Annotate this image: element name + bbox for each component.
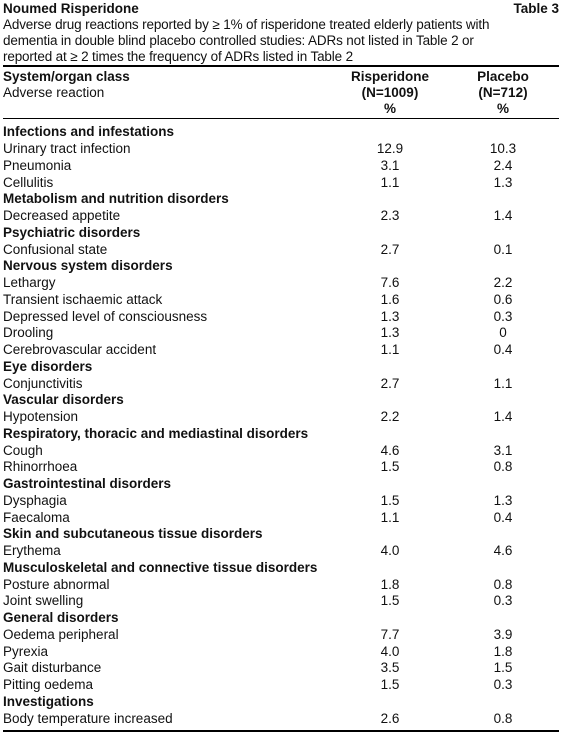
header-system-organ-class: System/organ class xyxy=(3,69,130,84)
table-group-row xyxy=(3,191,559,208)
header-risperidone-unit: % xyxy=(383,101,396,116)
table-row xyxy=(3,375,559,392)
table-group-row xyxy=(3,258,559,275)
table-row xyxy=(3,710,559,727)
system-organ-class: Vascular disorders xyxy=(3,392,124,408)
document-page xyxy=(3,0,559,732)
adverse-reaction: Gait disturbance xyxy=(3,660,102,676)
system-organ-class: Investigations xyxy=(3,693,94,709)
table-group-row xyxy=(3,359,559,376)
table-row xyxy=(3,158,559,175)
table-group-row xyxy=(3,426,559,443)
placebo-percent: 3.1 xyxy=(493,442,513,458)
placebo-percent: 0.8 xyxy=(493,576,513,592)
table-row xyxy=(3,509,559,526)
risperidone-percent: 1.1 xyxy=(380,509,400,525)
adverse-reaction: Conjunctivitis xyxy=(3,375,83,391)
header-placebo-n: (N=712) xyxy=(478,85,528,100)
caption-line: Adverse drug reactions reported by ≥ 1% of risperidone treated elderly patients with xyxy=(3,17,490,32)
placebo-percent: 1.4 xyxy=(493,208,513,224)
adverse-reaction: Lethargy xyxy=(3,275,56,291)
risperidone-percent: 1.5 xyxy=(380,492,400,508)
table-row xyxy=(3,241,559,258)
placebo-percent: 3.9 xyxy=(493,626,513,642)
adverse-reaction: Dysphagia xyxy=(3,492,67,508)
risperidone-percent: 1.8 xyxy=(380,576,400,592)
system-organ-class: Psychiatric disorders xyxy=(3,224,141,240)
risperidone-percent: 4.6 xyxy=(380,442,400,458)
system-organ-class: Eye disorders xyxy=(3,358,93,374)
table-row xyxy=(3,576,559,593)
adverse-reaction: Joint swelling xyxy=(3,593,84,609)
adverse-reaction: Pitting oedema xyxy=(3,677,94,693)
placebo-percent: 1.4 xyxy=(493,409,513,425)
table-row xyxy=(3,643,559,660)
table-row xyxy=(3,208,559,225)
table-row xyxy=(3,677,559,694)
table-group-row xyxy=(3,694,559,711)
placebo-percent: 1.3 xyxy=(493,174,513,190)
table-group-row xyxy=(3,124,559,141)
adverse-reaction: Confusional state xyxy=(3,241,108,257)
placebo-percent: 0.4 xyxy=(493,342,513,358)
placebo-percent: 4.6 xyxy=(493,543,513,559)
system-organ-class: Musculoskeletal and connective tissue disorders xyxy=(3,559,318,575)
placebo-percent: 0.8 xyxy=(493,710,513,726)
adverse-reaction: Transient ischaemic attack xyxy=(3,291,163,307)
placebo-percent: 1.1 xyxy=(493,375,513,391)
table-row xyxy=(3,543,559,560)
title-row xyxy=(3,1,559,17)
table-group-row xyxy=(3,610,559,627)
adverse-reaction: Depressed level of consciousness xyxy=(3,308,208,324)
placebo-percent: 1.5 xyxy=(493,660,513,676)
system-organ-class: Nervous system disorders xyxy=(3,258,173,274)
risperidone-percent: 1.5 xyxy=(380,677,400,693)
table-row xyxy=(3,292,559,309)
placebo-percent: 0.8 xyxy=(493,459,513,475)
table-row xyxy=(3,409,559,426)
risperidone-percent: 4.0 xyxy=(380,643,400,659)
risperidone-percent: 1.5 xyxy=(380,459,400,475)
risperidone-percent: 4.0 xyxy=(380,543,400,559)
risperidone-percent: 2.7 xyxy=(380,375,400,391)
risperidone-percent: 3.5 xyxy=(380,660,400,676)
adverse-reaction: Pyrexia xyxy=(3,643,49,659)
adverse-reaction: Pneumonia xyxy=(3,157,72,173)
risperidone-percent: 12.9 xyxy=(376,141,404,157)
adverse-reaction: Hypotension xyxy=(3,409,79,425)
risperidone-percent: 1.3 xyxy=(380,325,400,341)
table-group-row xyxy=(3,476,559,493)
system-organ-class: Metabolism and nutrition disorders xyxy=(3,191,229,207)
risperidone-percent: 3.1 xyxy=(380,157,400,173)
table-group-row xyxy=(3,225,559,242)
risperidone-percent: 1.1 xyxy=(380,342,400,358)
adverse-reaction: Oedema peripheral xyxy=(3,626,119,642)
risperidone-percent: 7.6 xyxy=(380,275,400,291)
table-group-row xyxy=(3,560,559,577)
adverse-reaction: Drooling xyxy=(3,325,54,341)
system-organ-class: Respiratory, thoracic and mediastinal disorders xyxy=(3,425,309,441)
risperidone-percent: 1.6 xyxy=(380,291,400,307)
risperidone-percent: 2.6 xyxy=(380,710,400,726)
adverse-reaction: Erythema xyxy=(3,543,61,559)
table-header xyxy=(3,67,559,118)
placebo-percent: 0 xyxy=(499,325,507,341)
placebo-percent: 0.6 xyxy=(493,291,513,307)
table-row xyxy=(3,141,559,158)
adverse-reaction: Faecaloma xyxy=(3,509,70,525)
table-row xyxy=(3,325,559,342)
risperidone-percent: 1.5 xyxy=(380,593,400,609)
table-number: Table 3 xyxy=(513,1,559,16)
placebo-percent: 0.3 xyxy=(493,677,513,693)
placebo-percent: 2.2 xyxy=(493,275,513,291)
document-title: Noumed Risperidone xyxy=(3,1,139,16)
placebo-percent: 2.4 xyxy=(493,157,513,173)
placebo-percent: 0.3 xyxy=(493,308,513,324)
table-row xyxy=(3,308,559,325)
table-row xyxy=(3,493,559,510)
header-risperidone-label: Risperidone xyxy=(350,69,429,84)
placebo-percent: 0.3 xyxy=(493,593,513,609)
header-placebo-label: Placebo xyxy=(477,69,529,84)
risperidone-percent: 7.7 xyxy=(380,626,400,642)
placebo-percent: 1.3 xyxy=(493,492,513,508)
header-col-risperidone xyxy=(333,69,447,118)
table-row xyxy=(3,275,559,292)
header-risperidone-n: (N=1009) xyxy=(361,85,419,100)
adverse-reaction: Cellulitis xyxy=(3,174,54,190)
adverse-reaction: Body temperature increased xyxy=(3,710,173,726)
risperidone-percent: 2.7 xyxy=(380,241,400,257)
table-row xyxy=(3,593,559,610)
caption-line: dementia in double blind placebo controlled studies: ADRs not listed in Table 2 or xyxy=(3,33,474,48)
system-organ-class: Skin and subcutaneous tissue disorders xyxy=(3,526,263,542)
table-row xyxy=(3,627,559,644)
adverse-reaction: Posture abnormal xyxy=(3,576,110,592)
caption-line: reported at ≥ 2 times the frequency of ADRs listed in Table 2 xyxy=(3,49,353,64)
header-placebo-unit: % xyxy=(496,101,509,116)
risperidone-percent: 1.3 xyxy=(380,308,400,324)
risperidone-percent: 2.3 xyxy=(380,208,400,224)
table-row xyxy=(3,660,559,677)
adverse-reaction: Cough xyxy=(3,442,43,458)
system-organ-class: Gastrointestinal disorders xyxy=(3,476,172,492)
risperidone-percent: 2.2 xyxy=(380,409,400,425)
header-adverse-reaction: Adverse reaction xyxy=(3,85,105,100)
table-body xyxy=(3,119,559,732)
table-row xyxy=(3,174,559,191)
risperidone-percent: 1.1 xyxy=(380,174,400,190)
table-caption xyxy=(3,17,559,65)
system-organ-class: Infections and infestations xyxy=(3,124,175,140)
adverse-reaction: Urinary tract infection xyxy=(3,141,131,157)
placebo-percent: 10.3 xyxy=(489,141,517,157)
placebo-percent: 0.1 xyxy=(493,241,513,257)
table-row xyxy=(3,459,559,476)
table-group-row xyxy=(3,392,559,409)
placebo-percent: 1.8 xyxy=(493,643,513,659)
table-row xyxy=(3,342,559,359)
header-col-placebo xyxy=(447,69,559,118)
header-col-class xyxy=(3,69,333,118)
adverse-reaction: Cerebrovascular accident xyxy=(3,342,157,358)
adverse-reaction: Rhinorrhoea xyxy=(3,459,78,475)
table-group-row xyxy=(3,526,559,543)
placebo-percent: 0.4 xyxy=(493,509,513,525)
table-row xyxy=(3,442,559,459)
adverse-reaction: Decreased appetite xyxy=(3,208,121,224)
system-organ-class: General disorders xyxy=(3,610,119,626)
